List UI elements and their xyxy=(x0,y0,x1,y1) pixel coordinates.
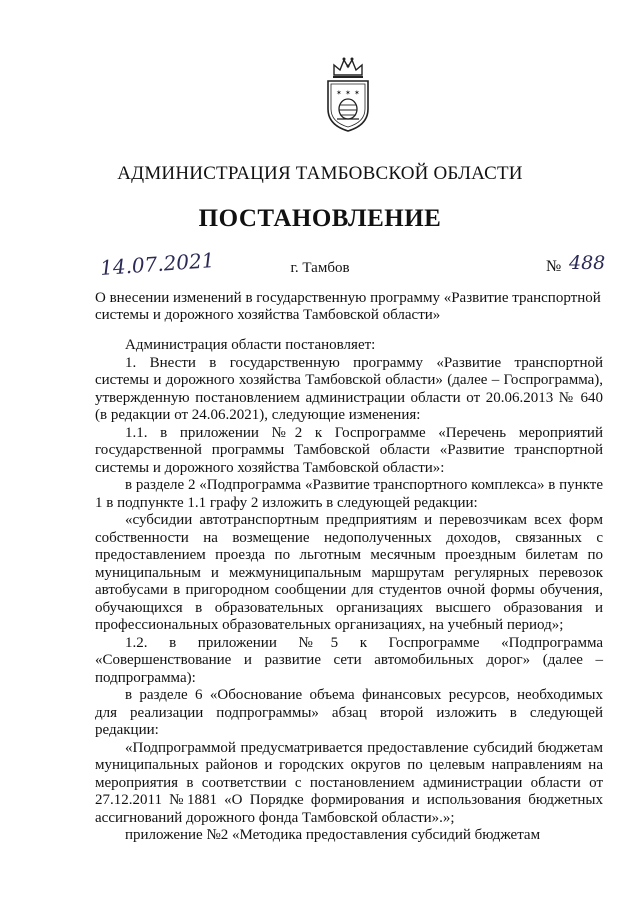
city-label: г. Тамбов xyxy=(290,260,350,276)
number-label: № xyxy=(546,258,562,275)
body-paragraph: приложение №2 «Методика предоставления субсидий бюджетам xyxy=(125,827,541,843)
coat-of-arms-icon xyxy=(322,55,374,133)
body-paragraph: Администрация области постановляет: xyxy=(125,337,376,353)
handwritten-date: 14.07.2021 xyxy=(99,248,216,280)
body-paragraph: «Подпрограммой предусматривается предоставление субсидий бюджетам муниципальных районов и городских округов по целевым направлениям на мероприятия в соответствии с постановлением администрации области от 27.12.2011 №1881 «О Порядке формирования и использования бюджетных ассигнований дорожного фонда Тамбовской области».»; xyxy=(95,739,603,826)
document-body xyxy=(95,337,603,845)
body-paragraph: 1.1. в приложении №2 к Госпрограмме «Перечень мероприятий государственной программы Тамбовской области «Развитие транспортной системы и дорожного хозяйства Тамбовской области»: xyxy=(95,424,603,476)
handwritten-number: 488 xyxy=(569,252,606,274)
svg-text:✶: ✶ xyxy=(354,89,360,97)
body-paragraph: 1.2. в приложении №5 к Госпрограмме «Подпрограмма «Совершенствование и развитие сети автомобильных дорог» (далее – подпрограмма): xyxy=(95,634,603,686)
body-paragraph: в разделе 2 «Подпрограмма «Развитие транспортного комплекса» в пункте 1 в подпункте 1.1 графу 2 изложить в следующей редакции: xyxy=(95,477,603,511)
body-paragraph: «субсидии автотранспортным предприятиям и перевозчикам всех форм собственности на возмещение недополученных доходов, связанных с предоставлением проезда по льготным месячным проездным билетам по муниципальным и межмуниципальным маршрутам регулярных перевозок автобусами в пригородном сообщении для студентов очной формы обучения, обучающихся в образовательных организациях высшего образования и профессиональных образовательных организациях, на учебный период»; xyxy=(95,512,603,633)
body-paragraph: в разделе 6 «Обоснование объема финансовых ресурсов, необходимых для реализации подпрограммы» абзац второй изложить в следующей редакции: xyxy=(95,687,603,738)
svg-text:✶: ✶ xyxy=(345,89,351,97)
organization-title: АДМИНИСТРАЦИЯ ТАМБОВСКОЙ ОБЛАСТИ xyxy=(117,163,523,184)
body-paragraph: 1. Внести в государственную программу «Развитие транспортной системы и дорожного хозяйства Тамбовской области» (далее – Госпрограмма), утвержденную постановлением администрации области от 20.06.2013 № 640 (в редакции от 24.06.2021), следующие изменения: xyxy=(95,354,603,423)
svg-text:✶: ✶ xyxy=(336,89,342,97)
document-type-title: ПОСТАНОВЛЕНИЕ xyxy=(198,205,442,232)
document-subject: О внесении изменений в государственную программу «Развитие транспортной системы и дорожного хозяйства Тамбовской области» xyxy=(95,290,601,323)
